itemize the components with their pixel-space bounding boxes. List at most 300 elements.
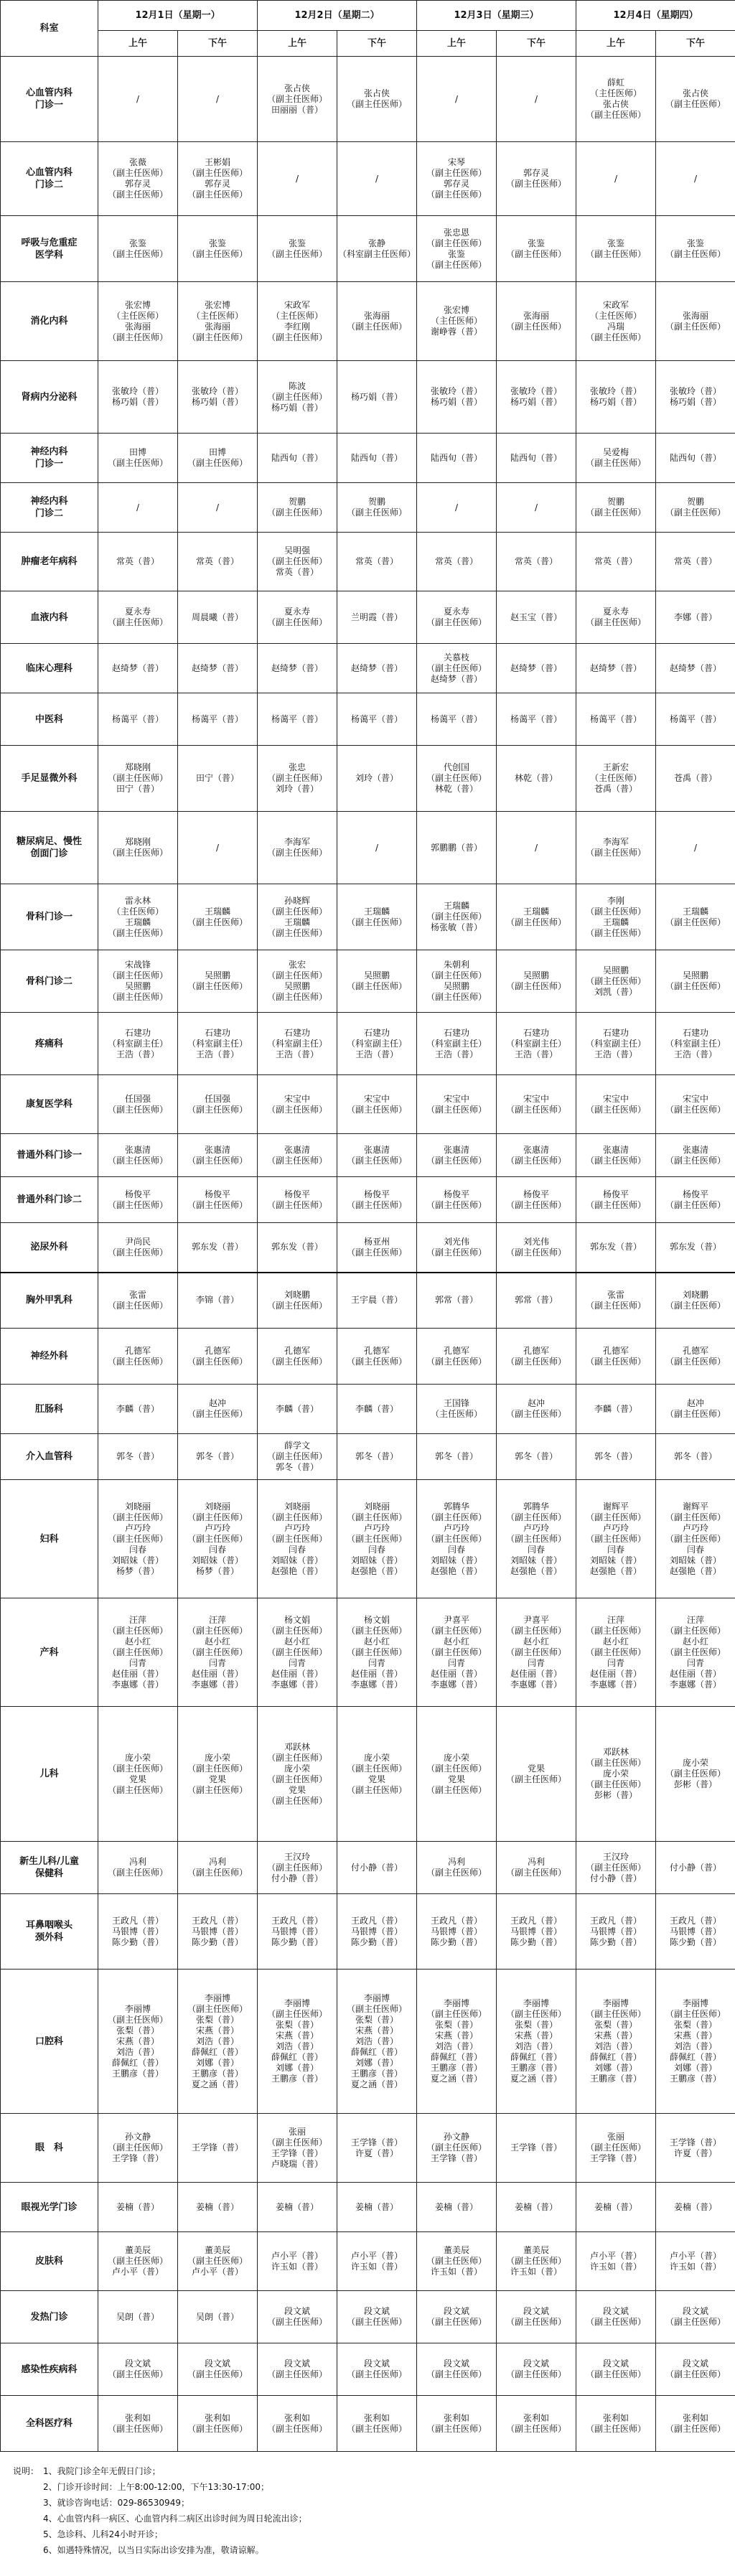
doctor-entry: （副主任医师）	[347, 2317, 408, 2327]
doctor-entry: （副主任医师）	[267, 2369, 328, 2379]
department-name	[1, 361, 98, 434]
am-slot-day-2	[258, 746, 337, 812]
doctor-entry: （副主任医师）	[665, 1647, 726, 1657]
doctor-entry: 张利如	[444, 2412, 470, 2423]
am-slot-day-2	[258, 434, 337, 483]
am-slot-day-4	[576, 1598, 656, 1707]
doctor-entry: 常英（普）	[435, 556, 479, 566]
doctor-entry: 张利如	[523, 2412, 550, 2423]
doctor-entry: 刘娜（普）	[196, 2057, 240, 2068]
doctor-entry: 张宏	[289, 960, 306, 970]
department-name	[1, 2232, 98, 2291]
am-slot-day-2	[258, 591, 337, 644]
doctor-entry: 李麟（普）	[355, 1403, 399, 1414]
pm-slot-day-3	[497, 884, 576, 950]
doctor-entry: 许玉如（普）	[431, 2267, 483, 2277]
am-slot-day-4	[576, 1075, 656, 1134]
doctor-entry: （副主任医师）	[506, 1512, 567, 1522]
doctor-entry: 刘玲（普）	[276, 784, 319, 794]
am-slot-day-2	[258, 1480, 337, 1598]
department-name	[1, 1329, 98, 1385]
note-item: 6、如遇特殊情况，以当日实际出诊安排为准，敬请谅解。	[43, 2545, 264, 2555]
doctor-entry: 田博	[209, 447, 227, 457]
doctor-entry: 常英（普）	[355, 556, 399, 566]
department-name	[1, 533, 98, 591]
doctor-entry: （副主任医师）	[586, 2369, 647, 2379]
doctor-entry: （副主任医师）	[426, 617, 487, 627]
doctor-entry: （副主任医师）	[506, 1774, 567, 1784]
no-clinic-mark: /	[694, 173, 698, 184]
pm-slot-day-2	[337, 591, 417, 644]
am-slot-day-2	[258, 950, 337, 1013]
pm-slot-day-2	[337, 2232, 417, 2291]
doctor-entry: （副主任医师）	[426, 992, 487, 1002]
doctor-entry: （副主任医师）	[107, 458, 168, 468]
doctor-entry: 贺鹏	[289, 497, 306, 507]
doctor-entry: 李惠娜（普）	[271, 1679, 324, 1690]
pm-slot-day-2	[337, 533, 417, 591]
doctor-entry: （副主任医师）	[586, 1199, 647, 1210]
doctor-entry: 赵强艳（普）	[670, 1565, 722, 1576]
am-slot-day-4	[576, 1434, 656, 1480]
doctor-entry: 姜楠（普）	[515, 2201, 558, 2212]
doctor-entry: 杨巧娟（普）	[510, 397, 563, 407]
doctor-entry: 闫青	[368, 1657, 386, 1668]
doctor-entry: （副主任医师）	[665, 248, 726, 259]
doctor-entry: 王学锋（普）	[192, 2142, 244, 2153]
doctor-entry: 郭冬（普）	[674, 1451, 718, 1461]
doctor-entry: 杨蔼平（普）	[111, 713, 164, 724]
doctor-entry: 张鉴	[209, 238, 227, 248]
schedule-row	[1, 1894, 735, 1970]
am-slot-day-2	[258, 1385, 337, 1434]
am-slot-day-3	[417, 2232, 497, 2291]
doctor-entry: 杨蔼平（普）	[670, 713, 722, 724]
doctor-entry: 郭东发（普）	[670, 1242, 722, 1252]
doctor-entry: 王政凡（普）	[670, 1915, 722, 1926]
doctor-entry: 冯利	[209, 1857, 227, 1867]
doctor-entry: 尹喜平	[523, 1614, 550, 1625]
doctor-entry: （副主任医师）	[665, 507, 726, 517]
doctor-entry: 赵佳丽（普）	[192, 1668, 244, 1679]
doctor-entry: 马银博（普）	[670, 1926, 722, 1936]
doctor-entry: 常英（普）	[515, 556, 558, 566]
doctor-entry: 张占侠	[603, 99, 629, 109]
doctor-entry: 宋燕（普）	[594, 2031, 638, 2041]
am-slot-day-1	[98, 2183, 178, 2232]
header-department: 科室	[1, 1, 98, 57]
department-name	[1, 282, 98, 361]
doctor-entry: （副主任医师）	[187, 2423, 248, 2434]
am-slot-day-1	[98, 361, 178, 434]
department-name-line: 肾病内分泌科	[21, 391, 78, 403]
am-slot-day-4	[576, 950, 656, 1013]
doctor-entry: （副主任医师）	[586, 458, 647, 468]
doctor-entry: 段文斌	[523, 2359, 550, 2369]
am-slot-day-3	[417, 282, 497, 361]
doctor-entry: （副主任医师）	[347, 1625, 408, 1636]
doctor-entry: 杨蔼平（普）	[590, 713, 642, 724]
schedule-row	[1, 142, 735, 216]
doctor-entry: 赵强艳（普）	[271, 1565, 324, 1576]
doctor-entry: 段文斌	[603, 2359, 629, 2369]
pm-slot-day-4	[656, 361, 735, 434]
header-am: 上午	[258, 31, 337, 57]
doctor-entry: 张惠清	[444, 1144, 470, 1155]
am-slot-day-3	[417, 950, 497, 1013]
department-name	[1, 1223, 98, 1273]
pm-slot-day-3	[497, 693, 576, 746]
doctor-entry: 张忠恩	[444, 227, 470, 238]
doctor-entry: 宋政军	[603, 299, 629, 310]
doctor-entry: 杨蔼平（普）	[351, 713, 403, 724]
department-name-line: 呼吸与危重症	[21, 237, 78, 248]
header-row-sessions	[1, 31, 735, 57]
department-name-line: 门诊一	[34, 100, 63, 111]
doctor-entry: （副主任医师）	[187, 917, 248, 927]
department-name-line: 疼痛科	[34, 1038, 63, 1049]
pm-slot-day-1	[178, 1223, 258, 1273]
am-slot-day-2	[258, 533, 337, 591]
department-name	[1, 57, 98, 142]
doctor-entry: （副主任医师）	[426, 1647, 487, 1657]
doctor-entry: （副主任医师）	[107, 1155, 168, 1166]
department-name	[1, 434, 98, 483]
pm-slot-day-4	[656, 2114, 735, 2183]
doctor-entry: 赵强艳（普）	[431, 1565, 483, 1576]
am-slot-day-3	[417, 1434, 497, 1480]
doctor-entry: 邓跃林	[603, 1747, 629, 1757]
doctor-entry: 闫春	[209, 1544, 227, 1555]
pm-slot-day-2	[337, 2183, 417, 2232]
doctor-entry: （副主任医师）	[586, 1533, 647, 1544]
doctor-entry: 段文斌	[683, 2359, 709, 2369]
doctor-entry: 张海丽	[683, 310, 709, 321]
doctor-entry: 赵佳丽（普）	[351, 1668, 403, 1679]
doctor-entry: （副主任医师）	[586, 617, 647, 627]
doctor-entry: 张梨（普）	[116, 2025, 159, 2036]
pm-slot-day-1	[178, 591, 258, 644]
no-clinic-mark: /	[535, 502, 538, 512]
am-slot-day-2	[258, 1894, 337, 1970]
am-slot-day-4	[576, 2232, 656, 2291]
doctor-entry: （副主任医师）	[267, 391, 328, 402]
pm-slot-day-3	[497, 483, 576, 533]
pm-slot-day-2	[337, 1177, 417, 1223]
doctor-entry: （副主任医师）	[426, 1199, 487, 1210]
pm-slot-day-4	[656, 644, 735, 693]
doctor-entry: 宋燕（普）	[196, 2025, 240, 2036]
doctor-entry: （主任医师）	[431, 1409, 483, 1419]
doctor-entry: （副主任医师）	[426, 773, 487, 783]
pm-slot-day-4	[656, 1134, 735, 1177]
doctor-entry: 卢小平（普）	[351, 2250, 403, 2261]
doctor-entry: 杨俊平	[124, 1189, 151, 1199]
schedule-row	[1, 950, 735, 1013]
doctor-entry: 汪萍	[607, 1614, 625, 1625]
doctor-entry: 石建功	[444, 1027, 470, 1038]
doctor-entry: 王学锋（普）	[111, 2153, 164, 2163]
doctor-entry: 段文斌	[284, 2359, 311, 2369]
doctor-entry: 张惠清	[284, 1144, 311, 1155]
pm-slot-day-3	[497, 2343, 576, 2396]
doctor-entry: 郭冬（普）	[196, 1451, 240, 1461]
doctor-entry: （主任医师）	[271, 310, 324, 321]
am-slot-day-1	[98, 950, 178, 1013]
doctor-entry: （副主任医师）	[586, 906, 647, 917]
doctor-entry: 卢巧玲	[284, 1522, 311, 1533]
doctor-entry: （副主任医师）	[107, 1763, 168, 1774]
doctor-entry: 杨蔼平（普）	[510, 713, 563, 724]
department-name-line: 肛肠科	[34, 1403, 63, 1415]
department-name-line: 胸外甲乳科	[25, 1295, 72, 1306]
pm-slot-day-4	[656, 2232, 735, 2291]
doctor-entry: 孔德军	[124, 1345, 151, 1356]
am-slot-day-3	[417, 1013, 497, 1075]
doctor-entry: （副主任医师）	[426, 2423, 487, 2434]
doctor-entry: 闫青	[687, 1657, 705, 1668]
doctor-entry: （主任医师）	[590, 88, 642, 98]
doctor-entry: 许玉如（普）	[510, 2267, 563, 2277]
department-name	[1, 884, 98, 950]
doctor-entry: （副主任医师）	[267, 1155, 328, 1166]
am-slot-day-2	[258, 2114, 337, 2183]
pm-slot-day-4	[656, 2343, 735, 2396]
doctor-entry: 党果	[528, 1763, 546, 1774]
doctor-entry: （副主任医师）	[506, 917, 567, 927]
no-clinic-mark: /	[215, 93, 220, 104]
pm-slot-day-3	[497, 1273, 576, 1329]
am-slot-day-4	[576, 693, 656, 746]
doctor-entry: （副主任医师）	[267, 1774, 328, 1784]
doctor-entry: （副主任医师）	[107, 1199, 168, 1210]
doctor-entry: （副主任医师）	[347, 1247, 408, 1257]
am-slot-day-4	[576, 1273, 656, 1329]
doctor-entry: （副主任医师）	[665, 1533, 726, 1544]
doctor-entry: （副主任医师）	[506, 981, 567, 991]
doctor-entry: 赵绮梦（普）	[431, 673, 483, 684]
doctor-entry: 卢晓瑞（普）	[271, 2158, 324, 2169]
doctor-entry: 贺鹏	[607, 497, 625, 507]
doctor-entry: 宋燕（普）	[515, 2031, 558, 2041]
doctor-entry: （副主任医师）	[586, 1647, 647, 1657]
doctor-entry: （副主任医师）	[267, 556, 328, 566]
schedule-row	[1, 2183, 735, 2232]
am-slot-day-1	[98, 644, 178, 693]
doctor-entry: 孔德军	[205, 1345, 231, 1356]
pm-slot-day-3	[497, 2114, 576, 2183]
doctor-entry: 谢辉平	[603, 1501, 629, 1512]
doctor-entry: 石建功	[603, 1027, 629, 1038]
am-slot-day-2	[258, 2232, 337, 2291]
am-slot-day-1	[98, 1480, 178, 1598]
pm-slot-day-1	[178, 1480, 258, 1598]
doctor-entry: 张海丽	[523, 310, 550, 321]
doctor-entry: 林乾（普）	[435, 784, 479, 794]
pm-slot-day-1	[178, 1075, 258, 1134]
doctor-entry: 杨俊平	[444, 1189, 470, 1199]
doctor-entry: （副主任医师）	[426, 2317, 487, 2327]
no-clinic-mark: /	[535, 93, 538, 104]
doctor-entry: （副主任医师）	[187, 2003, 248, 2014]
pm-slot-day-3	[497, 1013, 576, 1075]
doctor-entry: 吴照鹏	[603, 965, 629, 975]
header-pm: 下午	[656, 31, 735, 57]
doctor-entry: （副主任医师）	[347, 1647, 408, 1657]
doctor-entry: 许夏（普）	[674, 2148, 718, 2158]
doctor-entry: 杨俊平	[683, 1189, 709, 1199]
department-name-line: 普通外科门诊二	[16, 1194, 82, 1205]
schedule-row	[1, 1707, 735, 1842]
doctor-entry: 郭冬（普）	[276, 1462, 319, 1472]
doctor-entry: （副主任医师）	[426, 168, 487, 178]
no-clinic-mark: /	[694, 842, 698, 853]
am-slot-day-1	[98, 812, 178, 884]
doctor-entry: 姜楠（普）	[674, 2201, 718, 2212]
doctor-entry: 郭腾华	[444, 1501, 470, 1512]
schedule-row	[1, 2291, 735, 2343]
doctor-entry: 赵佳丽（普）	[670, 1668, 722, 1679]
doctor-entry: 张静	[368, 238, 386, 248]
pm-slot-day-2	[337, 884, 417, 950]
doctor-entry: （副主任医师）	[347, 1155, 408, 1166]
doctor-entry: 闫青	[128, 1657, 146, 1668]
pm-slot-day-1	[178, 693, 258, 746]
doctor-entry: 张雷	[128, 1289, 146, 1300]
no-clinic-mark: /	[215, 502, 220, 512]
doctor-entry: 郭冬（普）	[355, 1451, 399, 1461]
pm-slot-day-3	[497, 282, 576, 361]
doctor-entry: 陈少勤（普）	[510, 1936, 563, 1947]
doctor-entry: 马银博（普）	[192, 1926, 244, 1936]
department-name	[1, 746, 98, 812]
doctor-entry: 郭存灵	[124, 179, 151, 189]
doctor-entry: （副主任医师）	[426, 1155, 487, 1166]
doctor-entry: 卢巧玲	[444, 1522, 470, 1533]
doctor-entry: 李刚	[607, 895, 625, 906]
pm-slot-day-3	[497, 216, 576, 282]
doctor-entry: （副主任医师）	[187, 1512, 248, 1522]
doctor-entry: 苍禹（普）	[674, 773, 718, 783]
schedule-row	[1, 282, 735, 361]
doctor-entry: 赵小红	[523, 1636, 550, 1647]
pm-slot-day-4	[656, 2183, 735, 2232]
pm-slot-day-1	[178, 2114, 258, 2183]
doctor-entry: （副主任医师）	[586, 1512, 647, 1522]
doctor-entry: 王浩（普）	[674, 1049, 718, 1059]
am-slot-day-4	[576, 483, 656, 533]
doctor-entry: 郭鹏鹏（普）	[431, 842, 483, 853]
doctor-entry: （副主任医师）	[187, 2256, 248, 2266]
doctor-entry: （副主任医师）	[107, 1512, 168, 1522]
header-pm: 下午	[497, 31, 576, 57]
am-slot-day-3	[417, 1385, 497, 1434]
department-name-line: 新生儿科/儿童	[19, 1856, 79, 1867]
doctor-entry: （副主任医师）	[267, 617, 328, 627]
doctor-entry: 杨巧娟（普）	[111, 397, 164, 407]
doctor-entry: （副主任医师）	[107, 992, 168, 1002]
am-slot-day-1	[98, 216, 178, 282]
doctor-entry: （副主任医师）	[267, 1199, 328, 1210]
doctor-entry: （副主任医师）	[187, 1104, 248, 1115]
doctor-entry: 常英（普）	[594, 556, 638, 566]
am-slot-day-1	[98, 2114, 178, 2183]
doctor-entry: 张利如	[603, 2412, 629, 2423]
doctor-entry: 赵佳丽（普）	[271, 1668, 324, 1679]
doctor-entry: 赵冲	[209, 1398, 227, 1408]
doctor-entry: （副主任医师）	[506, 2317, 567, 2327]
doctor-entry: 赵强艳（普）	[510, 1565, 563, 1576]
doctor-entry: 闫春	[368, 1544, 386, 1555]
doctor-entry: （主任医师）	[192, 310, 244, 321]
doctor-entry: 陈少勤（普）	[590, 1936, 642, 1947]
pm-slot-day-4	[656, 1223, 735, 1273]
doctor-entry: （副主任医师）	[267, 1104, 328, 1115]
doctor-entry: 薛学文	[284, 1441, 311, 1451]
doctor-entry: 王宇晨（普）	[351, 1295, 403, 1306]
doctor-entry: 常英（普）	[196, 556, 240, 566]
am-slot-day-1	[98, 1894, 178, 1970]
pm-slot-day-4	[656, 1434, 735, 1480]
doctor-entry: （副主任医师）	[267, 1451, 328, 1461]
pm-slot-day-2	[337, 2291, 417, 2343]
doctor-entry: （副主任医师）	[426, 1784, 487, 1795]
doctor-entry: 杨巧娟（普）	[271, 402, 324, 413]
department-name	[1, 2183, 98, 2232]
doctor-entry: 苍禹（普）	[594, 784, 638, 794]
am-slot-day-2	[258, 57, 337, 142]
doctor-entry: 张鉴	[128, 238, 146, 248]
doctor-entry: （副主任医师）	[506, 248, 567, 259]
doctor-entry: 张海丽	[364, 310, 390, 321]
doctor-entry: 郭腾华	[523, 1501, 550, 1512]
am-slot-day-3	[417, 644, 497, 693]
doctor-entry: 杨梦（普）	[116, 1565, 159, 1576]
department-name	[1, 1842, 98, 1894]
doctor-entry: 闫青	[209, 1657, 227, 1668]
doctor-entry: 宋燕（普）	[116, 2036, 159, 2046]
doctor-entry: （科室副主任）	[506, 1038, 567, 1049]
am-slot-day-1	[98, 1598, 178, 1707]
doctor-entry: 刘浩（普）	[116, 2046, 159, 2057]
doctor-entry: （副主任医师）	[665, 1155, 726, 1166]
am-slot-day-4	[576, 2114, 656, 2183]
doctor-entry: （副主任医师）	[586, 1356, 647, 1367]
doctor-entry: 许夏（普）	[355, 2148, 399, 2158]
department-name	[1, 483, 98, 533]
no-clinic-mark: /	[215, 842, 220, 853]
doctor-entry: 刘玲（普）	[355, 773, 399, 783]
doctor-entry: 李娜（普）	[674, 612, 718, 622]
doctor-entry: （副主任医师）	[187, 332, 248, 342]
note-item: 2、门诊开诊时间：上午8:00-12:00，下午13:30-17:00；	[43, 2482, 270, 2492]
doctor-entry: （副主任医师）	[107, 1356, 168, 1367]
doctor-entry: （副主任医师）	[426, 2142, 487, 2153]
doctor-entry: 闫春	[128, 1544, 146, 1555]
doctor-entry: 付小静（普）	[670, 1862, 722, 1873]
doctor-entry: （副主任医师）	[506, 1199, 567, 1210]
doctor-entry: （副主任医师）	[586, 332, 647, 342]
doctor-entry: 吴照鹏	[284, 981, 311, 991]
doctor-entry: 张宏博	[124, 299, 151, 310]
header-day-4: 12月4日（星期四）	[576, 1, 735, 31]
department-name	[1, 1013, 98, 1075]
doctor-entry: （副主任医师）	[506, 2256, 567, 2266]
department-name-line: 妇科	[39, 1533, 59, 1545]
doctor-entry: （副主任医师）	[586, 1300, 647, 1311]
department-name-line: 消化内科	[30, 316, 68, 327]
pm-slot-day-3	[497, 361, 576, 434]
